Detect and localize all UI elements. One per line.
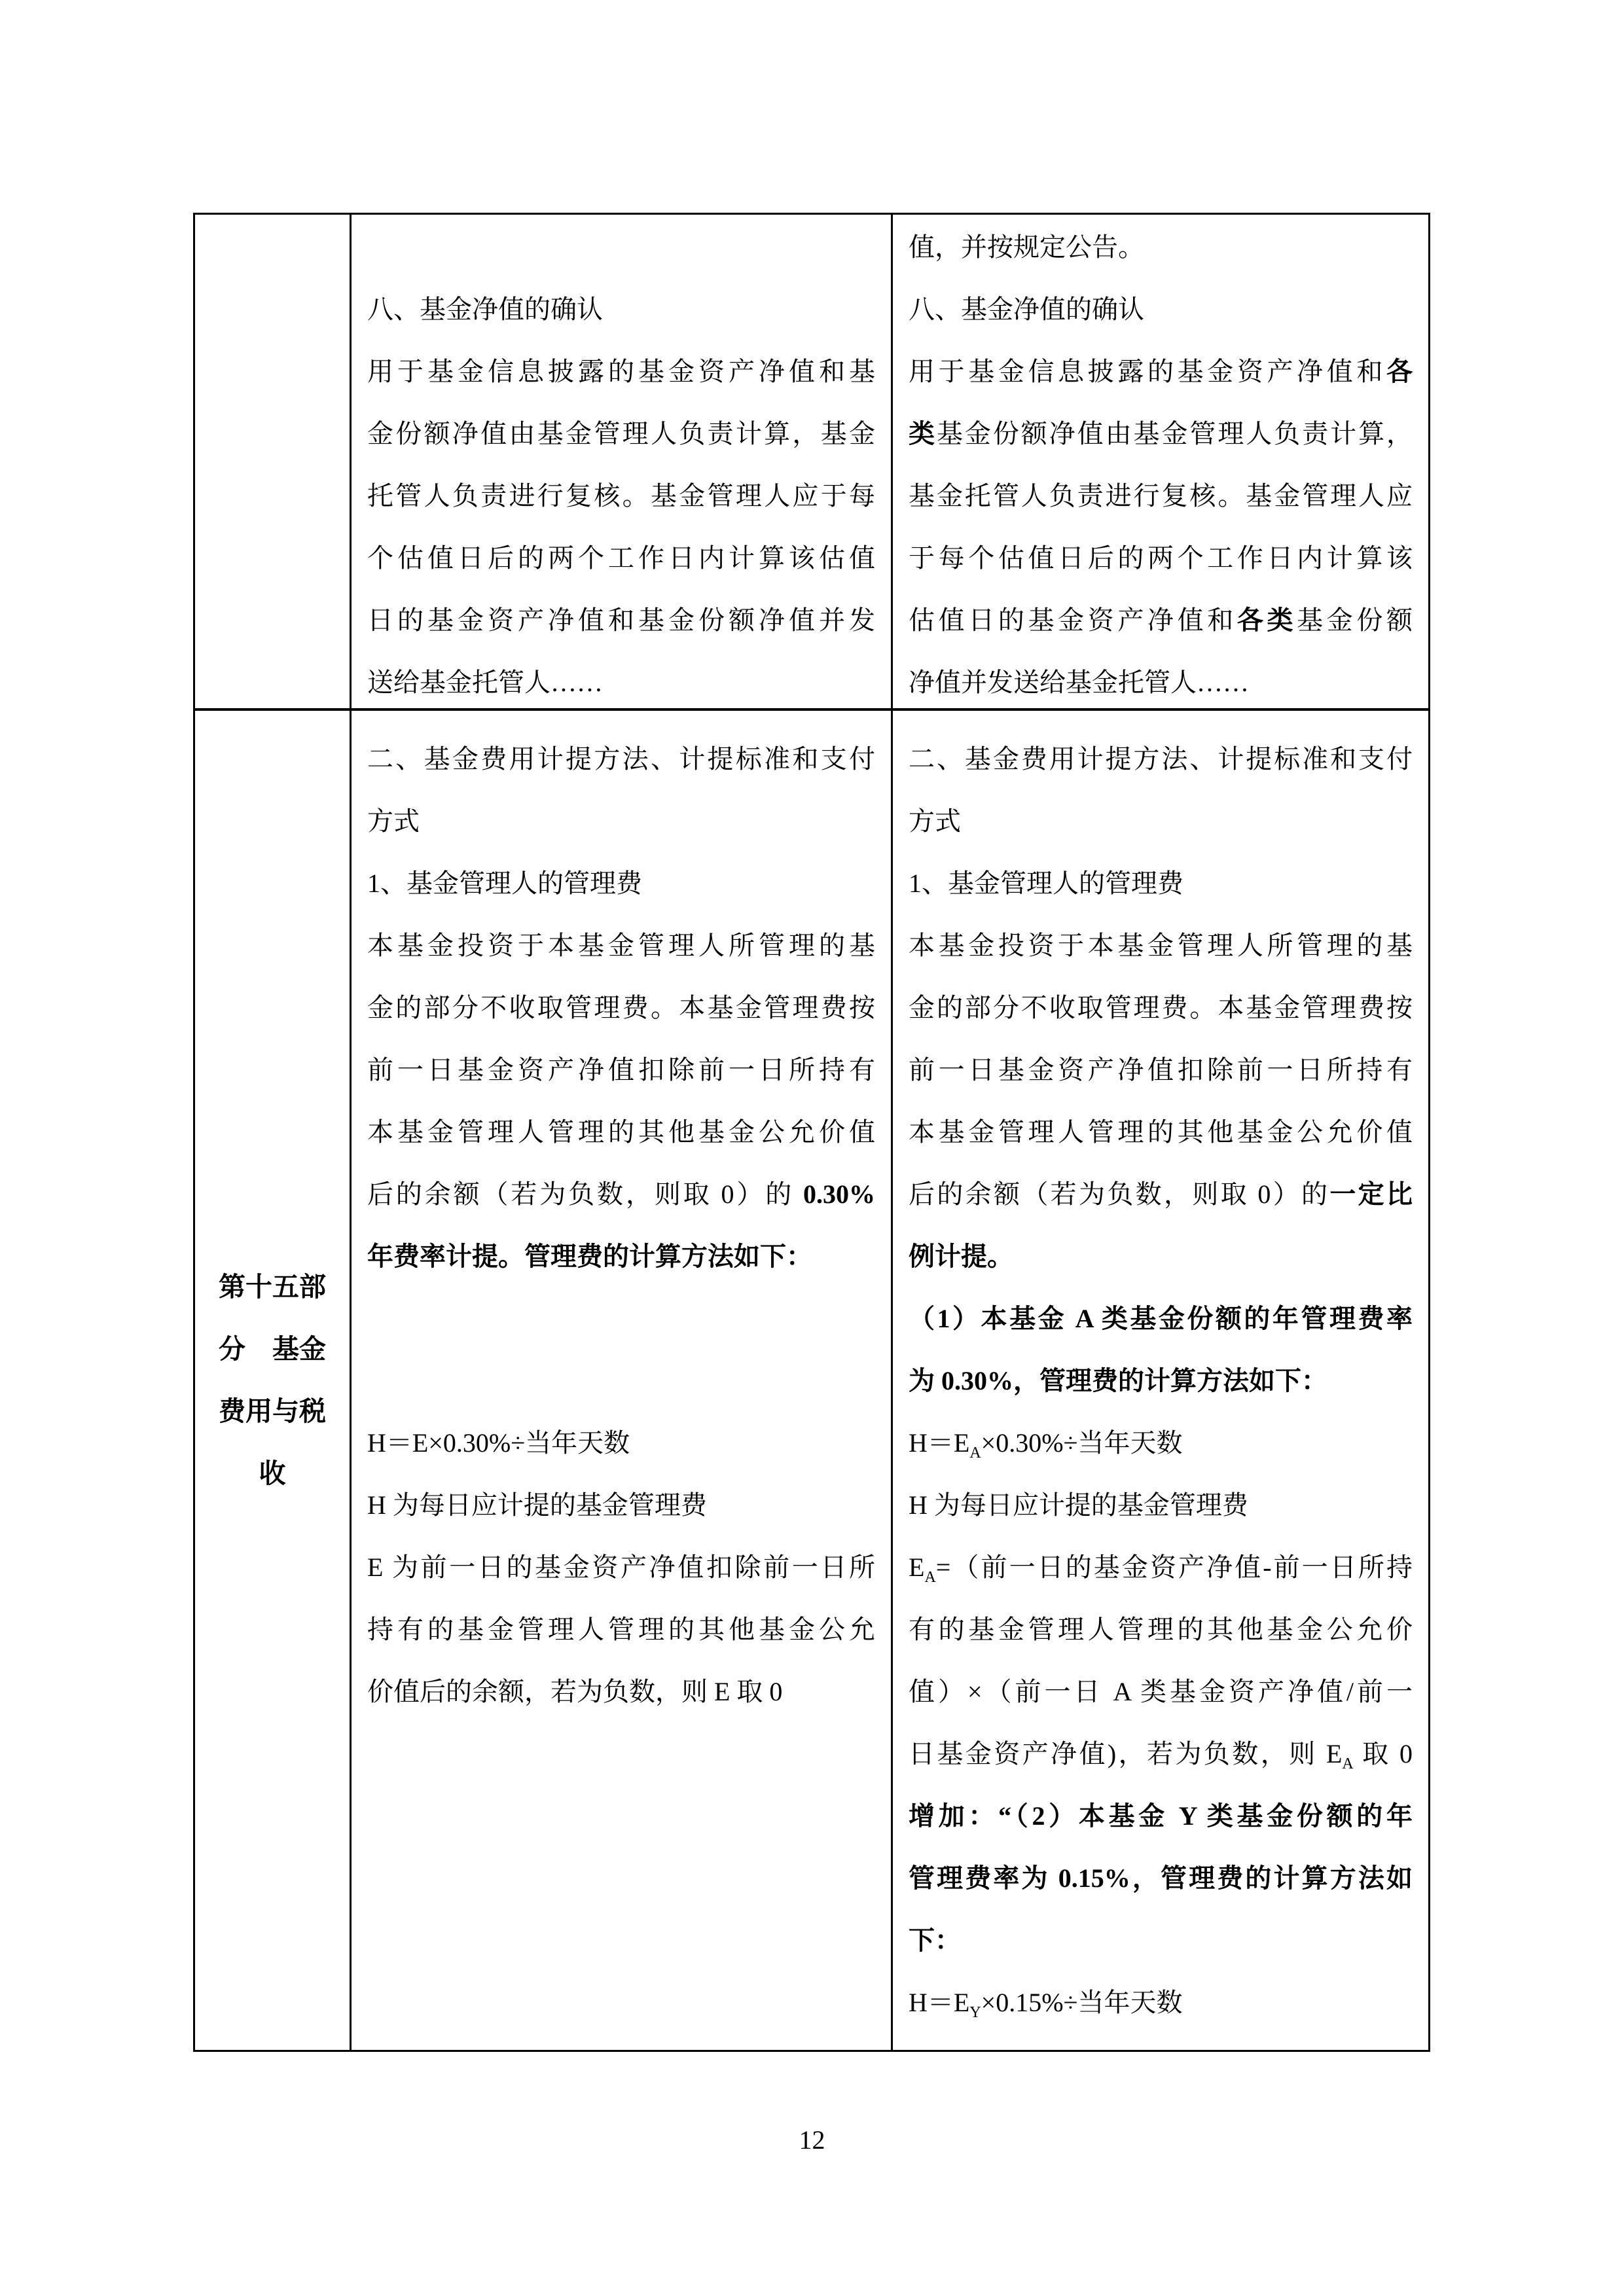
- text-line: [367, 216, 875, 278]
- text-line: 例计提。: [909, 1242, 1013, 1271]
- text-line: 收: [259, 1458, 286, 1488]
- text-line: 为 0.30%，管理费的计算方法如下：: [909, 1366, 1327, 1395]
- text-line: 前一日基金资产净值扣除前一日所持有: [909, 1055, 1413, 1085]
- text-line: H 为每日应计提的基金管理费: [909, 1490, 1248, 1520]
- table-row: [195, 215, 1428, 708]
- text-line: 送给基金托管人……: [367, 668, 603, 697]
- text-line: 1、基金管理人的管理费: [367, 869, 642, 898]
- original-clause-cell: [350, 215, 891, 708]
- text-line: 下：: [909, 1926, 961, 1955]
- text-line: 托管人负责进行复核。基金管理人应于每: [367, 481, 875, 511]
- text-line: 本基金投资于本基金管理人所管理的基: [909, 931, 1413, 960]
- text-line: 价值后的余额，若为负数，则 E 取 0: [367, 1677, 783, 1706]
- text-line: 本基金管理人管理的其他基金公允价值: [909, 1117, 1413, 1147]
- text-line: 金的部分不收取管理费。本基金管理费按: [909, 993, 1413, 1022]
- text-line: 类基金份额净值由基金管理人负责计算，: [909, 419, 1413, 448]
- text-line: $H=E_Y\times 0.15\%\div$当年天数: [909, 1988, 1183, 2021]
- text-line: 八、基金净值的确认: [909, 295, 1144, 324]
- text-line: 本基金投资于本基金管理人所管理的基: [367, 931, 875, 960]
- text-line: 费用与税: [219, 1396, 326, 1426]
- text-line: 管理费率为 0.15%，管理费的计算方法如: [909, 1863, 1413, 1893]
- text-line: $E_A=$（前一日的基金资产净值-前一日所持: [909, 1552, 1413, 1586]
- text-line: H＝E×0.30%÷当年天数: [367, 1428, 630, 1458]
- text-line: 金的部分不收取管理费。本基金管理费按: [367, 993, 875, 1022]
- table-row: [195, 708, 1428, 2050]
- text-line: 增加：“（2）本基金 Y 类基金份额的年: [909, 1801, 1413, 1831]
- text-line: 1、基金管理人的管理费: [909, 869, 1183, 898]
- text-line: H 为每日应计提的基金管理费: [367, 1490, 707, 1520]
- text-line: $H=E_A\times 0.30\%\div$当年天数: [909, 1428, 1183, 1462]
- text-line: E 为前一日的基金资产净值扣除前一日所: [367, 1552, 875, 1582]
- text-line: 持有的基金管理人管理的其他基金公允: [367, 1615, 875, 1644]
- text-line: 分 基金: [219, 1334, 326, 1364]
- text-line: 方式: [367, 806, 420, 836]
- text-line: 基金托管人负责进行复核。基金管理人应: [909, 481, 1413, 511]
- text-line: 于每个估值日后的两个工作日内计算该: [909, 543, 1413, 573]
- text-line: 有的基金管理人管理的其他基金公允价: [909, 1615, 1413, 1644]
- comparison-table: [193, 213, 1430, 2052]
- text-line: 用于基金信息披露的基金资产净值和各: [909, 357, 1413, 386]
- text-line: （1）本基金 A 类基金份额的年管理费率: [909, 1304, 1413, 1333]
- text-line: 第十五部: [219, 1272, 326, 1302]
- text-line: [367, 1350, 875, 1412]
- text-line: 二、基金费用计提方法、计提标准和支付: [909, 744, 1413, 774]
- revised-clause-cell: [891, 215, 1428, 708]
- text-line: 金份额净值由基金管理人负责计算，基金: [367, 419, 875, 448]
- text-line: 个估值日后的两个工作日内计算该估值: [367, 543, 875, 573]
- text-line: 年费率计提。管理费的计算方法如下：: [367, 1242, 812, 1271]
- revised-clause-cell: [891, 711, 1428, 2050]
- text-line: 值，并按规定公告。: [909, 232, 1144, 262]
- original-clause-cell: [350, 711, 891, 2050]
- text-line: 八、基金净值的确认: [367, 295, 603, 324]
- text-line: 日的基金资产净值和基金份额净值并发: [367, 605, 875, 635]
- section-label-cell: [195, 711, 350, 2050]
- text-line: 后的余额（若为负数，则取 0）的一定比: [909, 1179, 1413, 1209]
- text-line: 前一日基金资产净值扣除前一日所持有: [367, 1055, 875, 1085]
- text-line: 估值日的基金资产净值和各类基金份额: [909, 605, 1413, 635]
- text-line: 方式: [909, 806, 961, 836]
- text-line: 后的余额（若为负数，则取 0）的 0.30%: [367, 1179, 875, 1209]
- text-line: 日基金资产净值)，若为负数，则 $E_A$ 取 0: [909, 1739, 1413, 1772]
- section-label-cell: [195, 215, 350, 708]
- text-line: 值）×（前一日 A 类基金资产净值/前一: [909, 1677, 1413, 1706]
- text-line: 用于基金信息披露的基金资产净值和基: [367, 357, 875, 386]
- page-number: 12: [799, 2125, 825, 2155]
- text-line: 净值并发送给基金托管人……: [909, 668, 1249, 697]
- text-line: [367, 1287, 875, 1350]
- text-line: 二、基金费用计提方法、计提标准和支付: [367, 744, 875, 774]
- text-line: 本基金管理人管理的其他基金公允价值: [367, 1117, 875, 1147]
